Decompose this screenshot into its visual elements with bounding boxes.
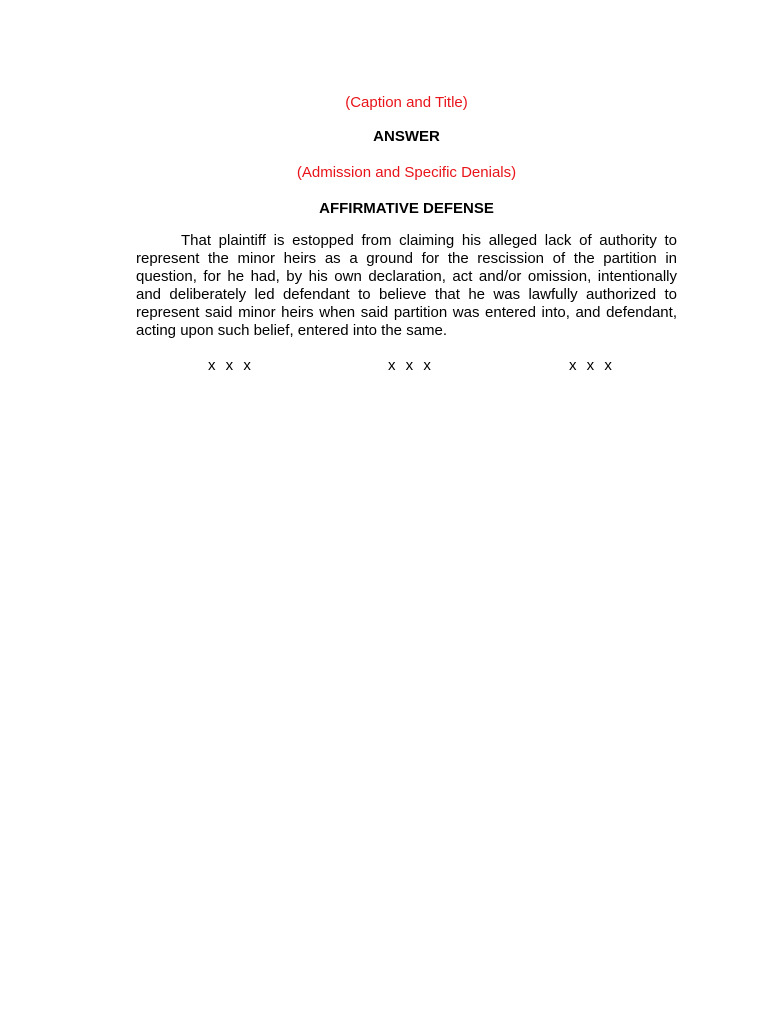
ellipsis-mark: x x x (208, 357, 254, 374)
affirmative-defense-heading: AFFIRMATIVE DEFENSE (319, 200, 494, 217)
ellipsis-mark: x x x (569, 357, 615, 374)
document-content (136, 93, 677, 376)
ellipsis-mark: x x x (388, 357, 434, 374)
caption-placeholder: (Caption and Title) (345, 94, 468, 111)
affirmative-defense-paragraph: That plaintiff is estopped from claiming his alleged lack of authority to represent the minor heirs as a ground for the rescission of the partition in question, for he had, by his own declaration, act and/or omission, intentionally and deliberately led defendant to believe that he was lawfully authorized to represent said minor heirs when said partition was entered into, and defendant, acting upon such belief, entered into the same. (136, 232, 677, 339)
admission-placeholder: (Admission and Specific Denials) (296, 164, 517, 181)
ellipsis-row (136, 356, 677, 376)
document-heading: ANSWER (373, 128, 440, 145)
